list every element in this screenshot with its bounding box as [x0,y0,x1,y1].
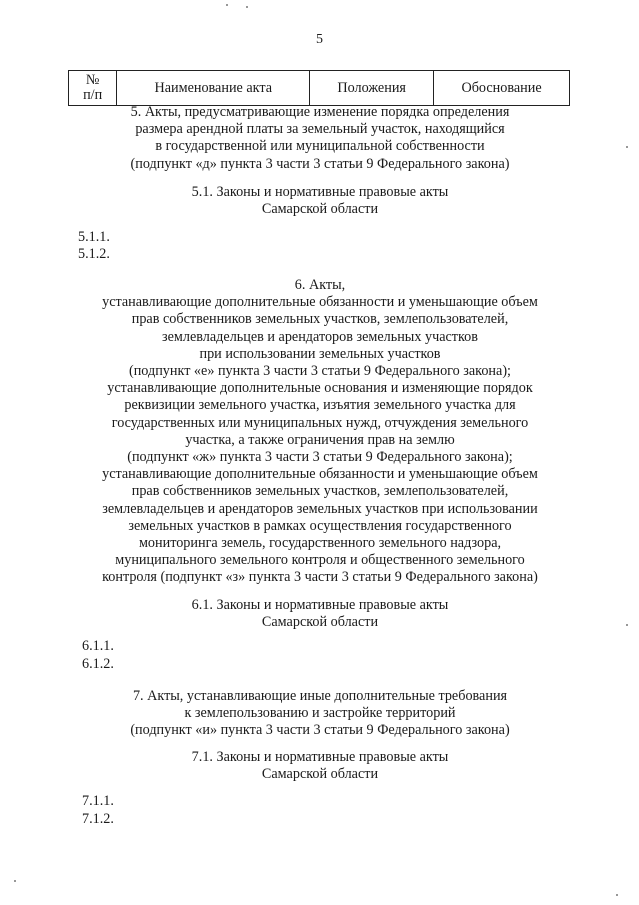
item-7-1-2: 7.1.2. [82,811,114,827]
item-5-1-1: 5.1.1. [78,229,110,245]
column-header-number-line2: п/п [83,87,103,103]
section-6-title-line: (подпункт «ж» пункта 3 части 3 статьи 9 Федерального закона); [127,449,513,466]
section-6-title-line: устанавливающие дополнительные обязанности и уменьшающие объем [102,294,538,311]
section-6-title-line: (подпункт «е» пункта 3 части 3 статьи 9 Федерального закона); [128,363,511,380]
section-6-title-line: мониторинга земель, государственного земельного надзора, [138,535,502,552]
section-6-title-line: участка, а также ограничения прав на землю [185,431,455,448]
section-5-1-heading [60,184,580,218]
section-5-title-line: в государственной или муниципальной собственности [155,138,485,155]
section-6-title [60,277,580,587]
section-6-title-line: устанавливающие дополнительные обязанности и уменьшающие объем [102,466,538,483]
scan-speck [626,146,628,148]
item-6-1-2: 6.1.2. [82,656,114,672]
section-5-1-heading-line: 5.1. Законы и нормативные правовые акты [191,184,449,200]
acts-table-header [68,70,570,106]
section-6-title-line: реквизиции земельного участка, изъятия земельного участка для [124,397,516,414]
section-6-title-line: устанавливающие дополнительные основания и изменяющие порядок [107,380,533,397]
section-6-title-line: 6. Акты, [294,277,346,293]
section-6-title-line: прав собственников земельных участков, землепользователей, [131,311,509,328]
scan-speck [14,880,16,882]
table-header-row [69,71,570,106]
section-7-1-heading-line: Самарской области [261,766,379,783]
section-6-title-line: прав собственников земельных участков, землепользователей, [131,483,509,500]
scan-speck [226,4,228,6]
column-header-act-name: Наименование акта [117,71,310,106]
section-6-title-line: землевладельцев и арендаторов земельных участков [162,328,478,345]
item-7-1-1: 7.1.1. [82,793,114,809]
section-7-title-line: (подпункт «и» пункта 3 части 3 статьи 9 Федерального закона) [130,722,510,739]
item-6-1-1: 6.1.1. [82,638,114,654]
section-5-title-line: 5. Акты, предусматривающие изменение порядка определения [130,104,510,120]
section-6-title-line: контроля (подпункт «з» пункта 3 части 3 статьи 9 Федерального закона) [102,569,538,586]
scan-speck [626,624,628,626]
section-5-title-line: размера арендной платы за земельный участок, находящийся [135,121,505,138]
section-6-title-line: при использовании земельных участков [199,345,441,362]
section-5-title-line: (подпункт «д» пункта 3 части 3 статьи 9 Федерального закона) [130,155,510,172]
section-6-1-heading [60,597,580,631]
section-7-title [60,688,580,740]
section-7-1-heading-line: 7.1. Законы и нормативные правовые акты [191,749,449,765]
section-7-title-line: к землепользованию и застройке территорий [184,705,456,722]
column-header-number [69,71,117,106]
section-5-title [60,104,580,173]
scan-speck [246,6,248,8]
column-header-basis: Обоснование [434,71,570,106]
item-5-1-2: 5.1.2. [78,246,110,262]
scan-speck [616,894,618,896]
section-7-1-heading [60,749,580,783]
section-6-title-line: землевладельцев и арендаторов земельных участков при использовании [102,500,538,517]
section-7-title-line: 7. Акты, устанавливающие иные дополнительные требования [132,688,508,704]
section-6-title-line: земельных участков в рамках осуществления государственного [128,517,512,534]
column-header-provisions: Положения [310,71,434,106]
section-6-1-heading-line: Самарской области [261,614,379,631]
section-6-title-line: государственных или муниципальных нужд, отчуждения земельного [111,414,529,431]
page-number: 5 [316,32,323,47]
section-6-1-heading-line: 6.1. Законы и нормативные правовые акты [191,597,449,613]
section-6-title-line: муниципального земельного контроля и общественного земельного [115,552,525,569]
column-header-number-line1: № [85,72,100,88]
section-5-1-heading-line: Самарской области [261,201,379,218]
